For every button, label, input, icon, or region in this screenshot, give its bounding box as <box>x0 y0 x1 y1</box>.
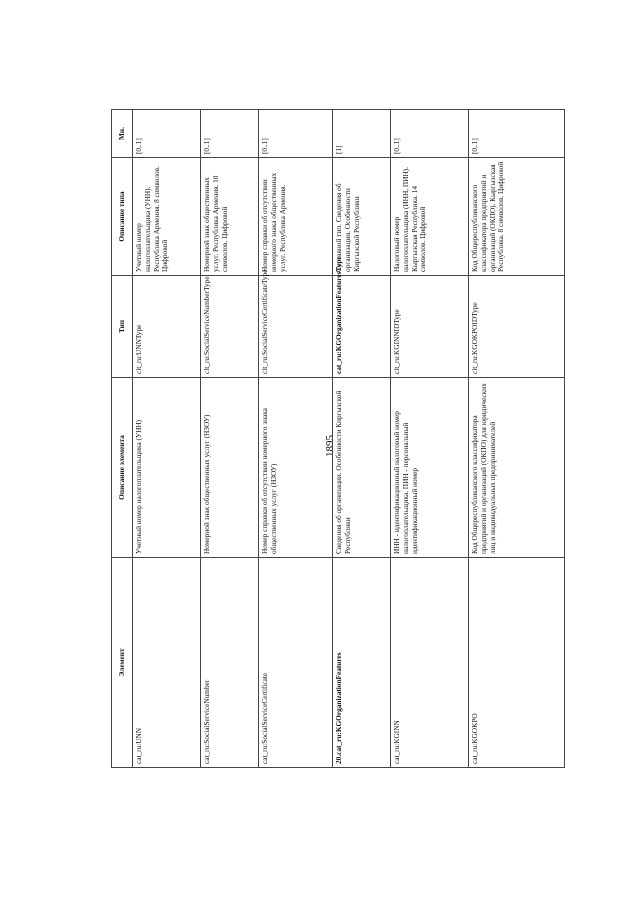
element-name: cat_ru:KGINN <box>392 720 401 764</box>
element-description-cell: Учетный номер налогоплательщика (УНН) <box>133 378 201 558</box>
type-description-cell: Код Общереспубликанского классификатора предприятий и организаций (ОКПО). Кыргызская Республика. 8 символов. Цифровой <box>469 158 565 276</box>
table-row <box>259 110 333 768</box>
multiplicity-cell: [0..1] <box>469 110 565 158</box>
element-cell <box>391 558 469 768</box>
type-description-cell: Учетный номер налогоплательщика (УНН). Республика Армения. 8 символов. Цифровой <box>133 158 201 276</box>
element-description-cell: Номерной знак общественных услуг (НЗОУ) <box>201 378 259 558</box>
header-multiplicity: Мн. <box>112 110 133 158</box>
table-header-row <box>112 110 133 768</box>
header-element-description: Описание элемента <box>112 378 133 558</box>
element-name: cat_ru:KGOrganizationFeatures <box>334 652 343 755</box>
type-description-cell: Номер справки об отсутствии номерного знака общественных услуг. Республика Армения. <box>259 158 333 276</box>
element-name: cat_ru:SocialServiceNumber <box>202 679 211 764</box>
element-description-cell: Сведения об организации. Особенности Киргызской Республики <box>333 378 391 558</box>
table-row <box>469 110 565 768</box>
type-cell: clt_ru:UNNType <box>133 276 201 378</box>
table-row <box>133 110 201 768</box>
element-description-cell: Номер справки об отсутствии номерного знака общественных услуг (НЗОУ) <box>259 378 333 558</box>
element-description-cell: ИНН - идентификационный налоговый номер налогоплательщика. ПИН - персональный идентификационный номер <box>391 378 469 558</box>
type-description-cell: Составной тип. Сведения об организации. Особенности Киргызской Республики <box>333 158 391 276</box>
element-cell <box>201 558 259 768</box>
table-row <box>201 110 259 768</box>
header-element: Элемент <box>112 558 133 768</box>
type-cell: cat_ru:KGOrganizationFeaturesType <box>333 276 391 378</box>
type-cell: clt_ru:SocialServiceNumberType <box>201 276 259 378</box>
rotated-table-container <box>111 110 571 768</box>
page-number: 1895 <box>324 435 336 457</box>
multiplicity-cell: [0..1] <box>259 110 333 158</box>
multiplicity-cell: [1] <box>333 110 391 158</box>
element-cell <box>259 558 333 768</box>
element-cell <box>469 558 565 768</box>
multiplicity-cell: [0..1] <box>133 110 201 158</box>
multiplicity-cell: [0..1] <box>391 110 469 158</box>
type-cell: clt_ru:KGINNIDType <box>391 276 469 378</box>
element-cell <box>133 558 201 768</box>
element-name: cat_ru:UNN <box>134 727 143 764</box>
type-description-cell: Налоговый номер налогоплательщика (ИНН, ПИН). Кыргызская Республика. 14 символов. Цифровой <box>391 158 469 276</box>
type-cell: clt_ru:KGOKPOIDType <box>469 276 565 378</box>
schema-table <box>111 109 565 768</box>
element-name: cat_ru:SocialServiceCertificate <box>260 672 269 764</box>
multiplicity-cell: [0..1] <box>201 110 259 158</box>
element-name: cat_ru:KGOKPO <box>470 713 479 764</box>
table-row <box>333 110 391 768</box>
element-description-cell: Код Общереспубликанского классификатора предприятий и организаций (ОКПО) для юридических лиц и индивидуальных предпринимателей <box>469 378 565 558</box>
table-row <box>391 110 469 768</box>
row-index: 20. <box>334 754 343 764</box>
type-description-cell: Номерной знак общественных услуг. Республика Армения. 10 символов. Цифровой <box>201 158 259 276</box>
header-type: Тип <box>112 276 133 378</box>
header-type-description: Описание типа <box>112 158 133 276</box>
element-cell <box>333 558 391 768</box>
type-cell: clt_ru:SocialServiceCertificateType <box>259 276 333 378</box>
